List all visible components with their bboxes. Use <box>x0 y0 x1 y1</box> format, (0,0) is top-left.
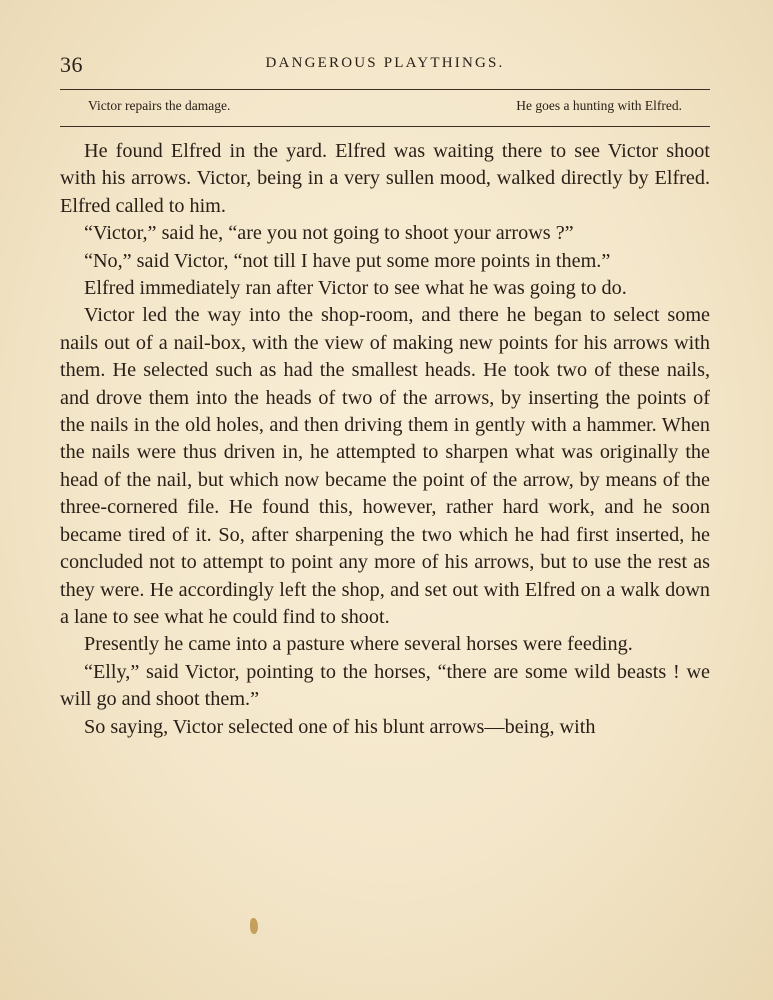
paragraph: Victor led the way into the shop-room, and there he began to select some nails out of a nail-box, with the view of making new points for his arrows with them. He selected such as had the smallest heads. He took two of these nails, and drove them into the heads of two of the arrows, by inserting the points of the nails in the old holes, and then driving them in gently with a hammer. When the nails were thus driven in, he attempted to sharpen what was originally the head of the nail, but which now became the point of the arrow, by means of the three-cornered file. He found this, however, rather hard work, and he soon became tired of it. So, after sharpening the two which he had first inserted, he concluded not to attempt to point any more of his arrows, but to use the rest as they were. He accordingly left the shop, and set out with Elfred on a walk down a lane to see what he could find to shoot. <box>60 304 710 628</box>
summary-right: He goes a hunting with Elfred. <box>516 98 682 113</box>
body-text <box>60 138 710 741</box>
header-rule-top <box>60 89 710 90</box>
summary-left: Victor repairs the damage. <box>88 98 231 113</box>
paragraph: Presently he came into a pasture where several horses were feeding. <box>84 633 633 656</box>
paragraph: So saying, Victor selected one of his blunt arrows—being, with <box>84 715 596 738</box>
running-title: DANGEROUS PLAYTHINGS. <box>265 55 505 71</box>
paragraph: He found Elfred in the yard. Elfred was waiting there to see Victor shoot with his arrows. Victor, being in a very sullen mood, walked directly by Elfred. Elfred called to him. <box>60 140 710 217</box>
marginal-summary <box>60 98 710 120</box>
paragraph: “No,” said Victor, “not till I have put some more points in them.” <box>84 249 611 272</box>
running-head <box>60 52 710 80</box>
paragraph: “Elly,” said Victor, pointing to the horses, “there are some wild beasts ! we will go and shoot them.” <box>60 660 710 711</box>
paragraph: “Victor,” said he, “are you not going to shoot your arrows ?” <box>84 222 574 245</box>
ink-stain <box>250 918 258 934</box>
header-rule-bottom <box>60 126 710 127</box>
page-number: 36 <box>60 52 83 77</box>
paragraph: Elfred immediately ran after Victor to see what he was going to do. <box>84 277 627 300</box>
